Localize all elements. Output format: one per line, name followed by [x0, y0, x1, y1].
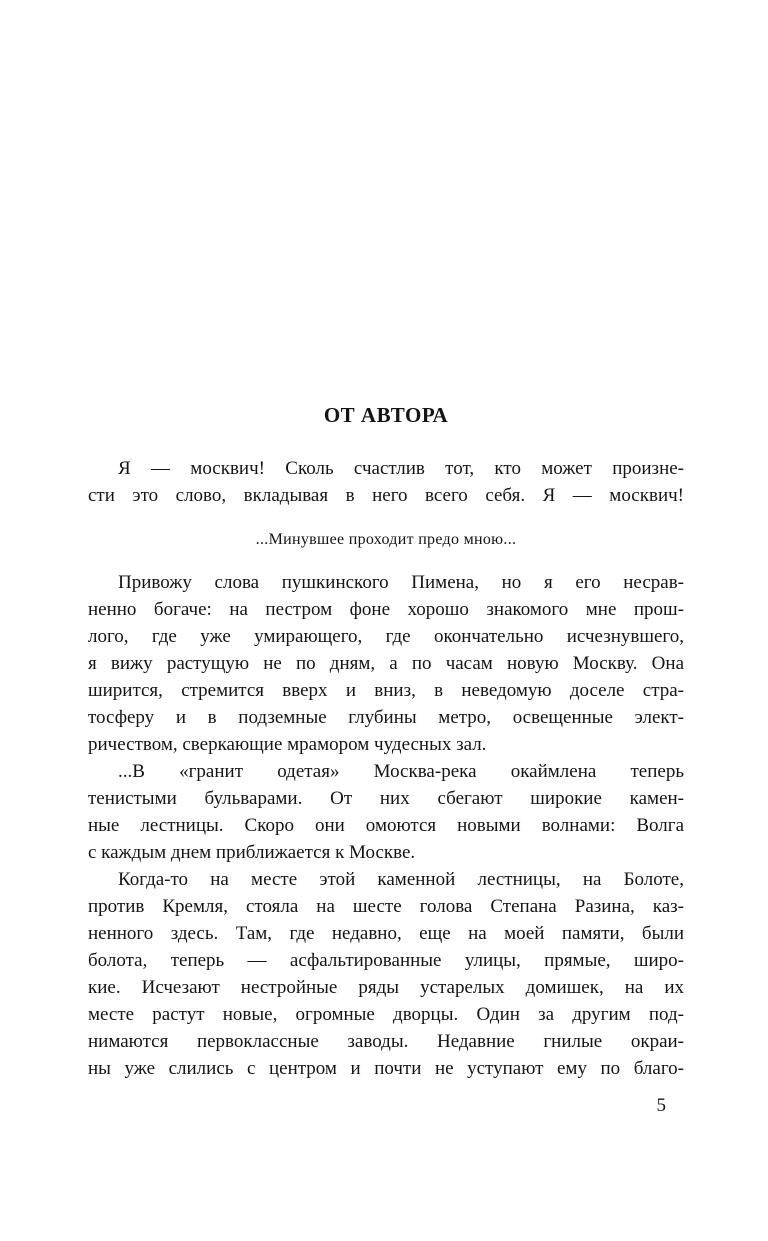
text-line: Когда-то на месте этой каменной лестницы, на Болоте, [118, 869, 684, 890]
paragraph [88, 455, 684, 509]
text-line: кие. Исчезают нестройные ряды устарелых домишек, на их [88, 977, 684, 998]
text-line: Я — москвич! Сколь счастлив тот, кто может произне- [118, 458, 684, 479]
text-line: нимаются первоклассные заводы. Недавние гнилые окраи- [88, 1031, 684, 1052]
text-line: ненного здесь. Там, где недавно, еще на моей памяти, были [88, 923, 684, 944]
page-body [88, 455, 684, 1082]
text-line: болота, теперь — асфальтированные улицы, прямые, широ- [88, 950, 684, 971]
text-line: ...В «гранит одетая» Москва-река окаймлена теперь [118, 761, 684, 782]
text-line: против Кремля, стояла на шесте голова Степана Разина, каз- [88, 896, 684, 917]
text-line: Привожу слова пушкинского Пимена, но я его несрав- [118, 572, 684, 593]
text-line: месте растут новые, огромные дворцы. Один за другим под- [88, 1004, 684, 1025]
text-line: ные лестницы. Скоро они омоются новыми волнами: Волга [88, 815, 684, 836]
page-number: 5 [656, 1095, 666, 1116]
text-line: тенистыми бульварами. От них сбегают широкие камен- [88, 788, 684, 809]
text-line: тосферу и в подземные глубины метро, освещенные элект- [88, 707, 684, 728]
text-line: сти это слово, вкладывая в него всего себя. Я — москвич! [88, 485, 684, 506]
text-line: лого, где уже умирающего, где окончательно исчезнувшего, [88, 626, 684, 647]
text-line: ны уже слились с центром и почти не уступают ему по благо- [88, 1058, 684, 1079]
chapter-title: ОТ АВТОРА [323, 403, 449, 427]
paragraph [88, 866, 684, 1082]
text-line: ричеством, сверкающие мрамором чудесных зал. [88, 734, 487, 755]
text-line: ширится, стремится вверх и вниз, в неведомую доселе стра- [88, 680, 684, 701]
paragraph [88, 569, 684, 758]
text-line: ненно богаче: на пестром фоне хорошо знакомого мне прош- [88, 599, 684, 620]
epigraph: ...Минувшее проходит предо мною... [255, 531, 517, 548]
text-line: с каждым днем приближается к Москве. [88, 842, 416, 863]
paragraph [88, 758, 684, 866]
text-block [88, 402, 684, 1082]
text-line: я вижу растущую не по дням, а по часам новую Москву. Она [88, 653, 684, 674]
